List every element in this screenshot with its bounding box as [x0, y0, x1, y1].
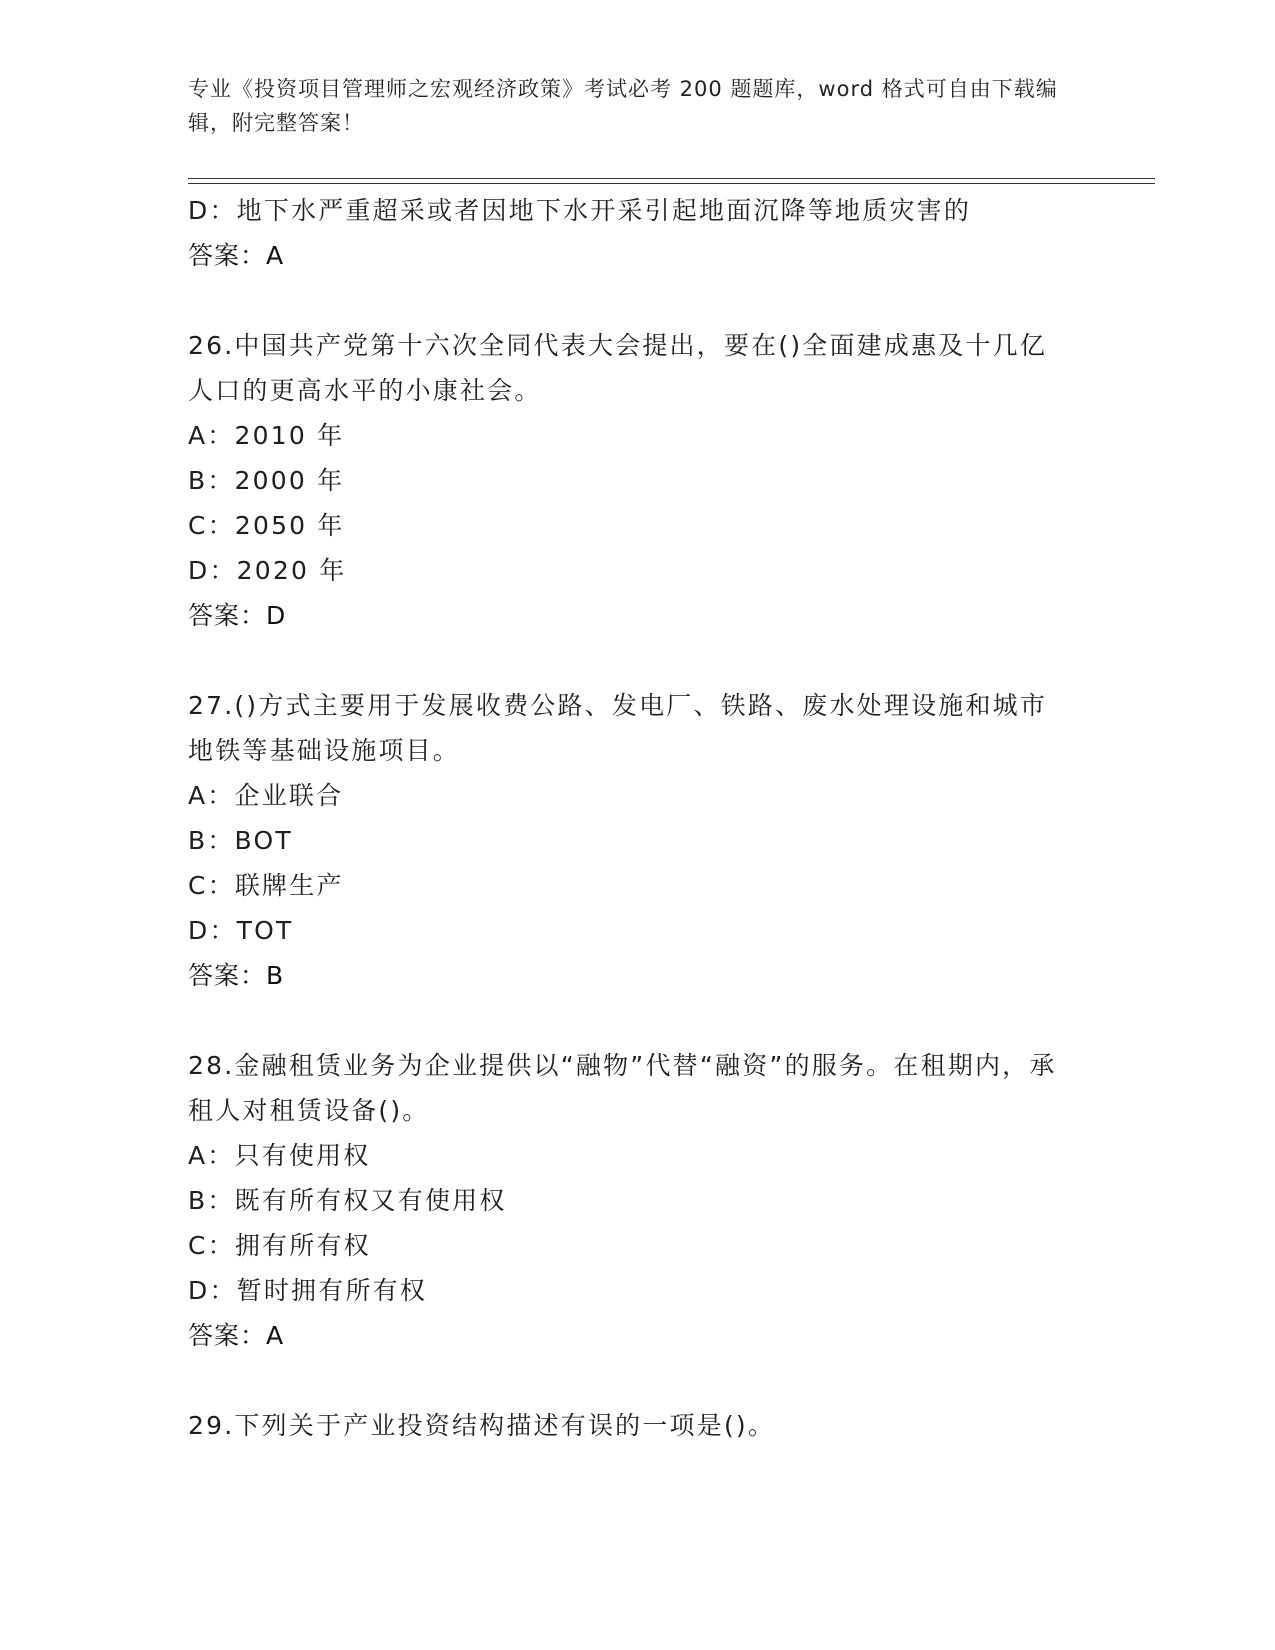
- question-26: [188, 323, 1088, 638]
- question-stem: 28.金融租赁业务为企业提供以“融物”代替“融资”的服务。在租期内，承租人对租赁设备()。: [188, 1051, 1057, 1125]
- question-stem: 26.中国共产党第十六次全同代表大会提出，要在()全面建成惠及十几亿人口的更高水平的小康社会。: [188, 331, 1048, 405]
- option-a: A：只有使用权: [188, 1141, 371, 1170]
- option-c: C：2050 年: [188, 511, 345, 540]
- question-28: [188, 1043, 1088, 1358]
- answer-line: 答案：D: [188, 601, 287, 630]
- option-d: D：TOT: [188, 916, 294, 945]
- header-divider: [188, 178, 1155, 184]
- document-header: 专业《投资项目管理师之宏观经济政策》考试必考 200 题题库，word 格式可自由下载编辑，附完整答案！: [188, 77, 1058, 135]
- question-stem: 29.下列关于产业投资结构描述有误的一项是()。: [188, 1411, 776, 1440]
- option-b: B：既有所有权又有使用权: [188, 1186, 507, 1215]
- option-d: D：暂时拥有所有权: [188, 1276, 428, 1305]
- answer-line: 答案：A: [188, 1321, 285, 1350]
- question-29: [188, 1403, 1088, 1448]
- answer-line: 答案：A: [188, 241, 285, 270]
- question-27: [188, 683, 1088, 998]
- option-c: C：联牌生产: [188, 871, 344, 900]
- option-a: A：2010 年: [188, 421, 345, 450]
- question-list: [188, 188, 1088, 1448]
- question-stem: 27.()方式主要用于发展收费公路、发电厂、铁路、废水处理设施和城市地铁等基础设施项目。: [188, 691, 1048, 765]
- option-c: C：拥有所有权: [188, 1231, 371, 1260]
- option-d: D：2020 年: [188, 556, 347, 585]
- option-b: B：BOT: [188, 826, 293, 855]
- option-a: A：企业联合: [188, 781, 344, 810]
- option-b: B：2000 年: [188, 466, 345, 495]
- option-d: D：地下水严重超采或者因地下水开采引起地面沉降等地质灾害的: [188, 196, 972, 225]
- answer-line: 答案：B: [188, 961, 285, 990]
